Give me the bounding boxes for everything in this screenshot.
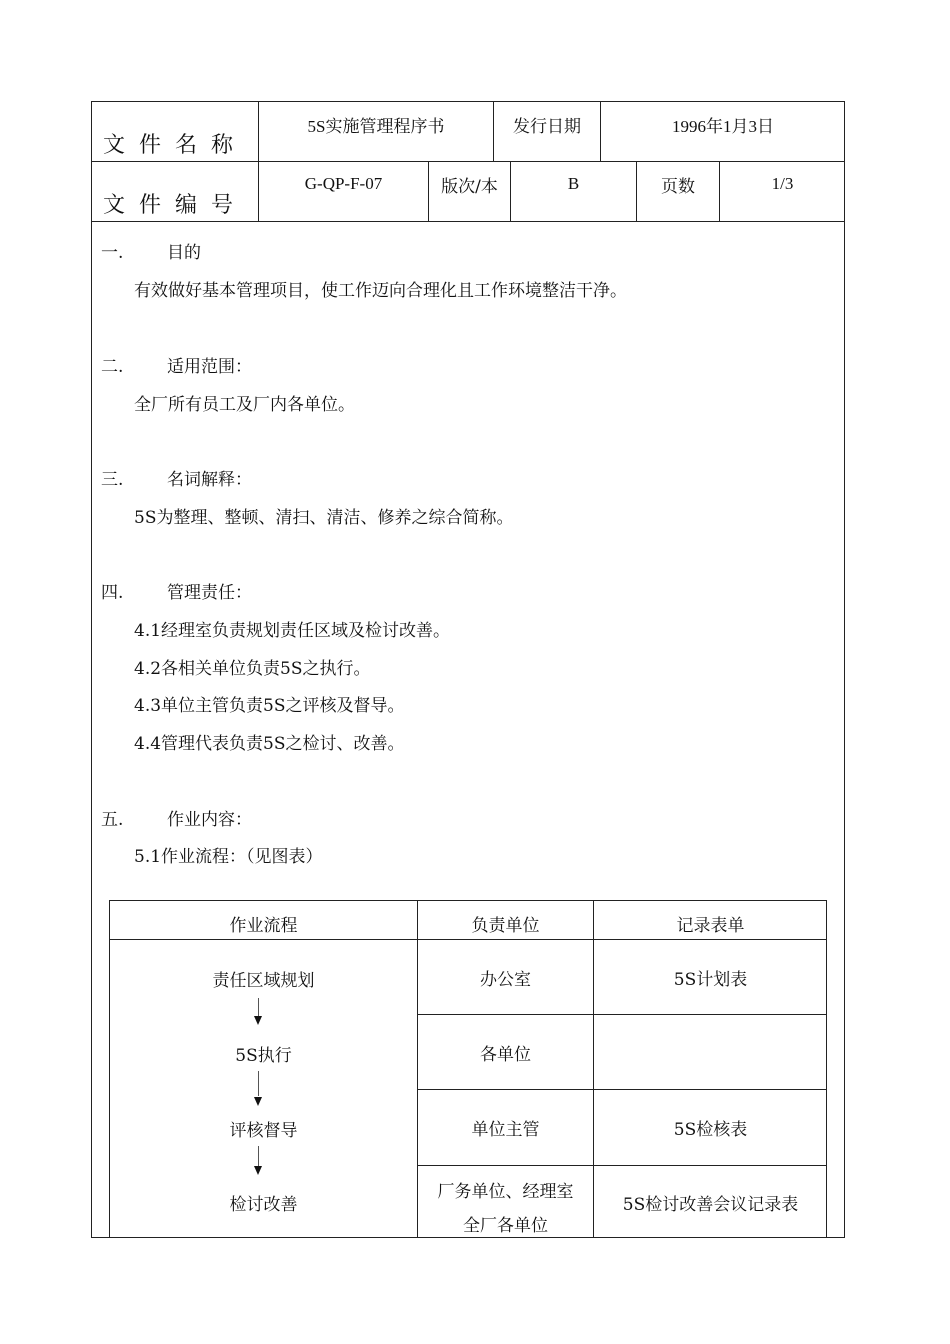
flow-record: 5S检讨改善会议记录表: [622, 1194, 799, 1215]
section-title: 作业内容：: [167, 810, 252, 830]
flow-unit-secondary: 全厂各单位: [463, 1215, 548, 1236]
section-heading: [101, 352, 252, 377]
doc-number-label: 文件编号: [102, 193, 247, 218]
section-title: 名词解释：: [167, 470, 252, 490]
flow-header-step: 作业流程: [229, 915, 298, 936]
section-heading: [101, 805, 252, 830]
flow-arrow-line: [258, 1146, 259, 1166]
section-body-line: 4.3单位主管负责5S之评核及督导。: [134, 696, 405, 716]
section-number: 四.: [101, 583, 124, 603]
section-title: 适用范围：: [167, 357, 252, 377]
flow-unit: 各单位: [480, 1044, 531, 1065]
arrow-down-icon: [254, 1097, 262, 1106]
flow-step: 检讨改善: [229, 1194, 298, 1215]
flow-unit: 厂务单位、经理室: [437, 1181, 574, 1202]
section-title: 目的: [167, 243, 201, 263]
arrow-down-icon: [254, 1166, 262, 1175]
section-heading: [101, 465, 252, 490]
section-heading: [101, 578, 252, 603]
version-label: 版次/本: [441, 176, 498, 197]
section-number: 三.: [101, 470, 124, 490]
flow-arrow-line: [258, 1071, 259, 1096]
flow-unit: 办公室: [480, 969, 531, 990]
flow-record: [594, 1015, 827, 1089]
flow-step: 5S执行: [235, 1045, 292, 1066]
section-body-line: 全厂所有员工及厂内各单位。: [134, 395, 355, 415]
flow-step: 责任区域规划: [212, 970, 315, 991]
section-body-line: 5.1作业流程：（见图表）: [134, 847, 323, 867]
issue-date-label: 发行日期: [513, 116, 581, 137]
flow-record: 5S计划表: [673, 969, 748, 990]
flow-step: 评核督导: [229, 1120, 298, 1141]
pages-value: 1/3: [771, 174, 794, 193]
flow-arrow-line: [258, 998, 259, 1016]
section-body-line: 5S为整理、整顿、清扫、清洁、修养之综合简称。: [134, 508, 514, 528]
doc-name-value: 5S实施管理程序书: [307, 116, 445, 136]
section-body-line: 有效做好基本管理项目，使工作迈向合理化且工作环境整洁干净。: [134, 281, 627, 301]
version-value: B: [567, 174, 580, 193]
doc-number-value: G-QP-F-07: [304, 174, 383, 193]
flow-header-unit: 负责单位: [471, 915, 540, 936]
section-body-line: 4.1经理室负责规划责任区域及检讨改善。: [134, 621, 451, 641]
doc-name-label: 文件名称: [102, 133, 247, 158]
issue-date-value: 1996年1月3日: [672, 116, 774, 136]
flow-header-record: 记录表单: [676, 915, 745, 936]
pages-label: 页数: [661, 176, 695, 197]
section-body-line: 4.4管理代表负责5S之检讨、改善。: [134, 734, 405, 754]
flow-record: 5S检核表: [673, 1120, 748, 1140]
section-body-line: 4.2各相关单位负责5S之执行。: [134, 659, 371, 679]
section-number: 二.: [101, 357, 124, 377]
arrow-down-icon: [254, 1016, 262, 1025]
section-heading: [101, 238, 201, 263]
section-title: 管理责任：: [167, 583, 252, 603]
section-number: 一.: [101, 243, 124, 263]
flow-unit: 单位主管: [471, 1120, 540, 1140]
section-number: 五.: [101, 810, 124, 830]
